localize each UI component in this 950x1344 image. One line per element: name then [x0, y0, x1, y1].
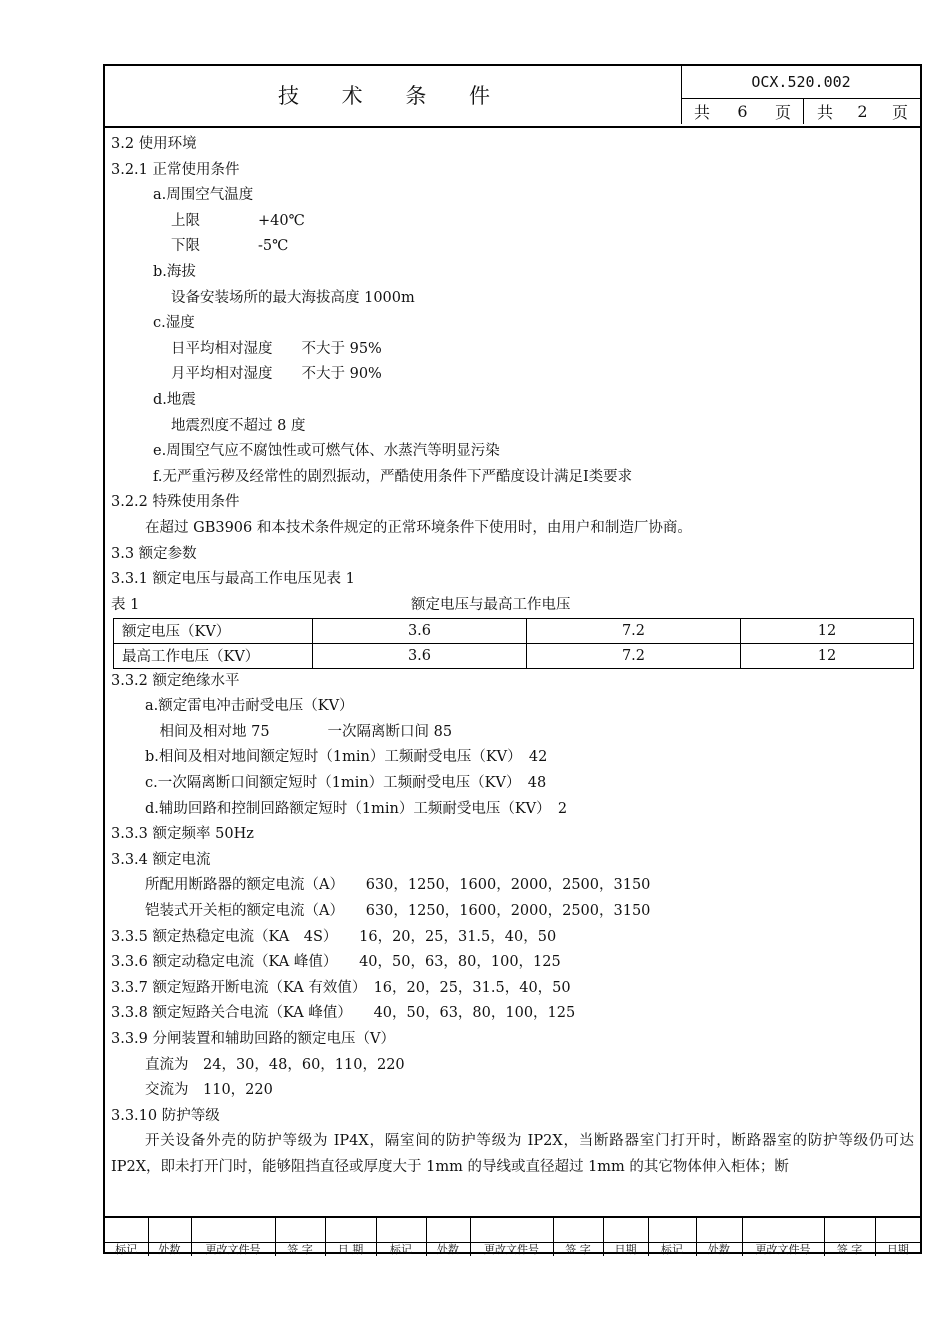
text-line: 3.3.2 额定绝缘水平 — [111, 672, 240, 689]
document-title: 技 术 条 件 — [105, 66, 682, 124]
text-line: 月平均相对湿度 不大于 90% — [171, 366, 382, 383]
current-page-suffix: 页 — [891, 103, 908, 122]
revision-label: 签 字 — [824, 1243, 875, 1257]
text-line: b.海拔 — [153, 263, 196, 280]
document-number: OCX.520.002 — [682, 66, 920, 99]
revision-label: 日期 — [875, 1243, 920, 1257]
revision-entry-cell — [376, 1218, 426, 1243]
text-line: 直流为 24，30，48，60，110，220 — [145, 1056, 405, 1073]
revision-entry-cell — [824, 1218, 875, 1243]
header — [105, 66, 920, 128]
table-row — [114, 618, 914, 643]
revision-label: 处数 — [696, 1243, 742, 1257]
text-line: d.辅助回路和控制回路额定短时（1min）工频耐受电压（KV） 2 — [145, 800, 568, 817]
current-page-prefix: 共 — [817, 103, 834, 122]
rated-voltage-table — [113, 618, 914, 669]
text-line: 在超过 GB3906 和本技术条件规定的正常环境条件下使用时，由用户和制造厂协商。 — [145, 519, 692, 536]
text-line: 3.3.6 额定动稳定电流（KA 峰值） 40，50，63，80，100，125 — [111, 954, 561, 971]
revision-label: 更改文件号 — [191, 1243, 275, 1257]
table-caption — [111, 593, 916, 618]
table-cell: 最高工作电压（KV） — [114, 643, 313, 668]
table-cell: 12 — [740, 643, 913, 668]
text-line: a.周围空气温度 — [153, 187, 254, 204]
text-line: 相间及相对地 75 一次隔离断口间 85 — [145, 723, 453, 740]
text-line: d.地震 — [153, 391, 196, 408]
table-cell: 7.2 — [526, 643, 740, 668]
revision-entry-cell — [148, 1218, 191, 1243]
revision-label: 处数 — [426, 1243, 470, 1257]
total-pages — [682, 99, 804, 124]
revision-entry-cell — [742, 1218, 824, 1243]
revision-label: 签 字 — [553, 1243, 603, 1257]
revision-label: 日期 — [603, 1243, 648, 1257]
text-line: c.一次隔离断口间额定短时（1min）工频耐受电压（KV） 48 — [145, 775, 547, 792]
table-cell: 7.2 — [526, 618, 740, 643]
table-label: 表 1 — [111, 596, 140, 613]
text-line: a.额定雷电冲击耐受电压（KV） — [145, 698, 354, 715]
text-line: 3.3.7 额定短路开断电流（KA 有效值） 16，20，25，31.5，40，50 — [111, 979, 571, 996]
revision-label: 标记 — [376, 1243, 426, 1257]
revision-label: 标记 — [648, 1243, 696, 1257]
current-page — [805, 99, 920, 124]
table-cell: 12 — [740, 618, 913, 643]
text-line: 3.3.9 分闸装置和辅助回路的额定电压（V） — [111, 1031, 395, 1047]
revision-entry-cell — [696, 1218, 742, 1243]
total-pages-prefix: 共 — [694, 103, 711, 122]
text-line: 下限 -5℃ — [171, 238, 289, 255]
revision-entry-cell — [105, 1218, 148, 1243]
revision-entry-row — [105, 1218, 920, 1243]
text-line: 3.3.3 额定频率 50Hz — [111, 826, 254, 843]
current-page-value: 2 — [857, 102, 868, 121]
text-line: 3.3 额定参数 — [111, 545, 197, 562]
document-body — [111, 132, 916, 1181]
text-line: 地震烈度不超过 8 度 — [171, 417, 306, 434]
revision-label: 签 字 — [275, 1243, 325, 1257]
protection-paragraph: 开关设备外壳的防护等级为 IP4X，隔室间的防护等级为 IP2X，当断路器室门打开时，断路器室的防护等级仍可达 IP2X，即未打开门时，能够阻挡直径或厚度大于 1mm 的导线或直径超过 1mm 的其它物体伸入柜体；断 — [111, 1133, 914, 1175]
revision-label: 标记 — [115, 1243, 138, 1256]
table-title: 额定电压与最高工作电压 — [411, 596, 571, 613]
revision-label-row — [105, 1243, 920, 1257]
revision-entry-cell — [426, 1218, 470, 1243]
revision-entry-cell — [275, 1218, 325, 1243]
revision-entry-cell — [470, 1218, 553, 1243]
text-line: 3.3.4 额定电流 — [111, 851, 211, 868]
text-line: 3.2 使用环境 — [111, 136, 197, 152]
section-ratings — [111, 669, 916, 1130]
text-line: 设备安装场所的最大海拔高度 1000m — [171, 289, 415, 306]
table-cell: 3.6 — [313, 618, 527, 643]
revision-entry-cell — [553, 1218, 603, 1243]
total-pages-suffix: 页 — [774, 103, 791, 122]
text-line: 3.3.1 额定电压与最高工作电压见表 1 — [111, 571, 355, 588]
text-line: 上限 +40℃ — [171, 212, 305, 229]
text-line: b.相间及相对地间额定短时（1min）工频耐受电压（KV） 42 — [145, 749, 548, 766]
text-line: 所配用断路器的额定电流（A） 630，1250，1600，2000，2500，3150 — [145, 877, 651, 894]
text-line: 3.2.2 特殊使用条件 — [111, 494, 240, 511]
table-row — [114, 643, 914, 668]
revision-label: 更改文件号 — [742, 1243, 824, 1257]
text-line: 3.3.5 额定热稳定电流（KA 4S） 16，20，25，31.5，40，50 — [111, 928, 557, 945]
text-line: 日平均相对湿度 不大于 95% — [171, 340, 382, 357]
text-line: e.周围空气应不腐蚀性或可燃气体、水蒸汽等明显污染 — [153, 443, 500, 460]
text-line: 3.3.10 防护等级 — [111, 1107, 220, 1124]
revision-entry-cell — [325, 1218, 376, 1243]
revision-table — [105, 1218, 920, 1256]
text-line: 3.2.1 正常使用条件 — [111, 161, 240, 178]
revision-block — [105, 1216, 920, 1256]
text-line: f.无严重污秽及经常性的剧烈振动，严酷使用条件下严酷度设计满足Ⅰ类要求 — [153, 468, 633, 485]
revision-entry-cell — [191, 1218, 275, 1243]
document-frame — [103, 64, 922, 1254]
table-cell: 额定电压（KV） — [114, 618, 313, 643]
text-line: 交流为 110，220 — [145, 1082, 273, 1099]
total-pages-value: 6 — [737, 102, 748, 121]
revision-entry-cell — [648, 1218, 696, 1243]
text-line: 3.3.8 额定短路关合电流（KA 峰值） 40，50，63，80，100，125 — [111, 1005, 576, 1022]
revision-entry-cell — [603, 1218, 648, 1243]
revision-label: 日 期 — [325, 1243, 376, 1257]
revision-label: 处数 — [148, 1243, 191, 1257]
text-line: c.湿度 — [153, 315, 195, 332]
revision-entry-cell — [875, 1218, 920, 1243]
table-cell: 3.6 — [313, 643, 527, 668]
revision-label: 更改文件号 — [470, 1243, 553, 1257]
text-line: 铠装式开关柜的额定电流（A） 630，1250，1600，2000，2500，3150 — [145, 903, 651, 920]
section-environment — [111, 132, 916, 593]
